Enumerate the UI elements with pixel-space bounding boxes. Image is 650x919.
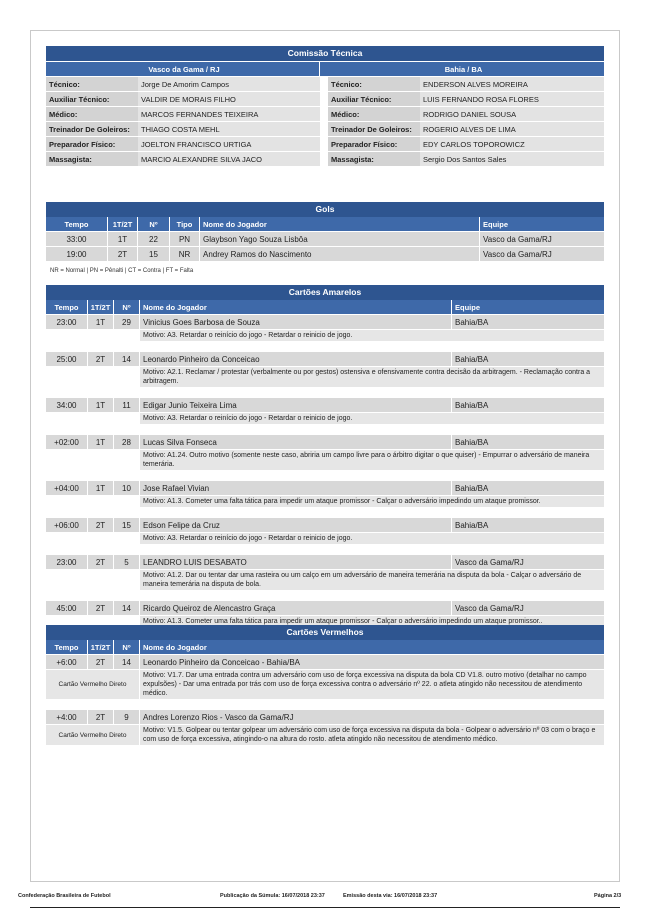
- motivo-spacer: [46, 412, 140, 424]
- motivo-spacer: [46, 495, 140, 507]
- comissao-table: [46, 61, 604, 166]
- gol-num: 22: [138, 231, 170, 246]
- gols-header-tipo: Tipo: [170, 217, 200, 231]
- footer-pagina: Página 2/3: [594, 893, 622, 899]
- vermelhos-rows: [46, 654, 604, 745]
- gol-periodo: 2T: [108, 246, 138, 261]
- home-role-label: Médico:: [46, 106, 138, 121]
- amarelo-equipe: Bahia/BA: [452, 397, 604, 412]
- gol-tempo: 19:00: [46, 246, 108, 261]
- cartao-amarelo-row: [46, 434, 604, 449]
- amarelo-tempo: 34:00: [46, 397, 88, 412]
- away-staff-name: EDY CARLOS TOPOROWICZ: [420, 136, 604, 151]
- vermelhos-header-num: Nº: [114, 640, 140, 654]
- amarelo-tempo: 45:00: [46, 600, 88, 615]
- motivo-spacer: [46, 569, 140, 590]
- gol-equipe: Vasco da Gama/RJ: [480, 231, 604, 246]
- gol-row: [46, 231, 604, 246]
- comissao-row: [46, 106, 604, 121]
- gol-tipo: NR: [170, 246, 200, 261]
- cartao-amarelo-motivo-row: [46, 449, 604, 470]
- motivo-spacer: [46, 449, 140, 470]
- gols-header-tempo: Tempo: [46, 217, 108, 231]
- away-role-label: Preparador Físico:: [328, 136, 420, 151]
- home-role-label: Técnico:: [46, 76, 138, 91]
- amarelo-motivo: Motivo: A1.3. Cometer uma falta tática para impedir um ataque promissor - Calçar o adversário impedindo um ataque promissor..: [140, 615, 604, 627]
- gol-periodo: 1T: [108, 231, 138, 246]
- amarelo-periodo: 1T: [88, 480, 114, 495]
- away-staff-name: Sergio Dos Santos Sales: [420, 151, 604, 166]
- home-staff-name: MARCOS FERNANDES TEIXEIRA: [138, 106, 320, 121]
- footer-org: Confederação Brasileira de Futebol: [18, 893, 111, 899]
- cartoes-amarelos-section: [46, 285, 604, 627]
- amarelo-tempo: 25:00: [46, 351, 88, 366]
- amarelo-tempo: +02:00: [46, 434, 88, 449]
- amarelo-num: 14: [114, 600, 140, 615]
- amarelo-periodo: 1T: [88, 397, 114, 412]
- footer-publicacao: Publicação da Súmula: 16/07/2018 23:37: [220, 893, 325, 899]
- vermelho-num: 14: [114, 654, 140, 669]
- amarelo-equipe: Bahia/BA: [452, 434, 604, 449]
- vermelhos-title: Cartões Vermelhos: [46, 625, 604, 640]
- amarelo-jogador: Edson Felipe da Cruz: [140, 517, 452, 532]
- home-role-label: Treinador De Goleiros:: [46, 121, 138, 136]
- vermelhos-header-tempo: Tempo: [46, 640, 88, 654]
- gols-table: [46, 217, 604, 261]
- cartao-amarelo-row: [46, 314, 604, 329]
- vermelho-periodo: 2T: [88, 709, 114, 724]
- amarelo-jogador: Edigar Junio Teixeira Lima: [140, 397, 452, 412]
- gols-header-num: Nº: [138, 217, 170, 231]
- vermelho-jogador: Leonardo Pinheiro da Conceicao - Bahia/BA: [140, 654, 604, 669]
- cartao-vermelho-row: [46, 709, 604, 724]
- vermelhos-table: [46, 640, 604, 745]
- amarelo-motivo: Motivo: A1.2. Dar ou tentar dar uma rasteira ou um calço em um adversário de maneira temerária na disputa da bola - Calçar o adversário de maneira temerária na disputa de bola.: [140, 569, 604, 590]
- amarelo-equipe: Bahia/BA: [452, 480, 604, 495]
- away-team-header: Bahia / BA: [320, 61, 604, 76]
- cartao-amarelo-row: [46, 480, 604, 495]
- gol-equipe: Vasco da Gama/RJ: [480, 246, 604, 261]
- home-staff-name: JOELTON FRANCISCO URTIGA: [138, 136, 320, 151]
- vermelho-tipo: Cartão Vermelho Direto: [46, 724, 140, 745]
- home-staff-name: MARCIO ALEXANDRE SILVA JACO: [138, 151, 320, 166]
- column-spacer: [320, 121, 328, 136]
- motivo-spacer: [46, 366, 140, 387]
- amarelo-jogador: Jose Rafael Vivian: [140, 480, 452, 495]
- comissao-tecnica-section: [46, 46, 604, 166]
- away-role-label: Massagista:: [328, 151, 420, 166]
- home-staff-name: THIAGO COSTA MEHL: [138, 121, 320, 136]
- footer-divider: [30, 907, 620, 908]
- gols-section: [46, 202, 604, 261]
- amarelo-tempo: 23:00: [46, 554, 88, 569]
- amarelo-tempo: +04:00: [46, 480, 88, 495]
- amarelo-equipe: Bahia/BA: [452, 517, 604, 532]
- amarelo-tempo: +06:00: [46, 517, 88, 532]
- comissao-row: [46, 76, 604, 91]
- amarelos-title: Cartões Amarelos: [46, 285, 604, 300]
- comissao-rows: [46, 76, 604, 166]
- away-role-label: Auxiliar Técnico:: [328, 91, 420, 106]
- vermelho-tempo: +6:00: [46, 654, 88, 669]
- gols-header-jogador: Nome do Jogador: [200, 217, 480, 231]
- column-spacer: [320, 151, 328, 166]
- amarelos-header-equipe: Equipe: [452, 300, 604, 314]
- footer-emissao: Emissão desta via: 16/07/2018 23:37: [343, 893, 438, 899]
- gol-row: [46, 246, 604, 261]
- vermelho-tipo: Cartão Vermelho Direto: [46, 669, 140, 699]
- cartao-amarelo-row: [46, 600, 604, 615]
- home-role-label: Preparador Físico:: [46, 136, 138, 151]
- amarelos-header-jogador: Nome do Jogador: [140, 300, 452, 314]
- amarelo-motivo: Motivo: A1.3. Cometer uma falta tática para impedir um ataque promissor - Calçar o adversário impedindo um ataque promissor.: [140, 495, 604, 507]
- gol-tipo: PN: [170, 231, 200, 246]
- amarelo-motivo: Motivo: A3. Retardar o reinício do jogo - Retardar o reinicio de jogo.: [140, 412, 604, 424]
- gols-header-periodo: 1T/2T: [108, 217, 138, 231]
- amarelo-num: 5: [114, 554, 140, 569]
- gols-title: Gols: [46, 202, 604, 217]
- cartao-amarelo-motivo-row: [46, 366, 604, 387]
- cartao-amarelo-row: [46, 397, 604, 412]
- amarelos-table: [46, 300, 604, 627]
- gols-header-equipe: Equipe: [480, 217, 604, 231]
- column-spacer: [320, 136, 328, 151]
- cartao-amarelo-motivo-row: [46, 329, 604, 341]
- motivo-spacer: [46, 329, 140, 341]
- comissao-row: [46, 136, 604, 151]
- amarelo-periodo: 2T: [88, 600, 114, 615]
- motivo-spacer: [46, 532, 140, 544]
- vermelhos-header-periodo: 1T/2T: [88, 640, 114, 654]
- gol-jogador: Andrey Ramos do Nascimento: [200, 246, 480, 261]
- home-staff-name: VALDIR DE MORAIS FILHO: [138, 91, 320, 106]
- amarelo-periodo: 2T: [88, 351, 114, 366]
- cartoes-vermelhos-section: [46, 625, 604, 745]
- cartao-vermelho-motivo-row: [46, 669, 604, 699]
- amarelo-periodo: 2T: [88, 554, 114, 569]
- amarelos-header-num: Nº: [114, 300, 140, 314]
- amarelo-num: 11: [114, 397, 140, 412]
- away-staff-name: LUIS FERNANDO ROSA FLORES: [420, 91, 604, 106]
- away-role-label: Técnico:: [328, 76, 420, 91]
- vermelho-periodo: 2T: [88, 654, 114, 669]
- amarelo-jogador: Leonardo Pinheiro da Conceicao: [140, 351, 452, 366]
- amarelo-equipe: Vasco da Gama/RJ: [452, 600, 604, 615]
- gol-num: 15: [138, 246, 170, 261]
- column-spacer: [320, 91, 328, 106]
- cartao-amarelo-motivo-row: [46, 532, 604, 544]
- vermelhos-header-jogador: Nome do Jogador: [140, 640, 604, 654]
- amarelos-header-periodo: 1T/2T: [88, 300, 114, 314]
- gol-jogador: Glaybson Yago Souza Lisbôa: [200, 231, 480, 246]
- amarelo-num: 15: [114, 517, 140, 532]
- amarelo-jogador: Ricardo Queiroz de Alencastro Graça: [140, 600, 452, 615]
- comissao-title: Comissão Técnica: [46, 46, 604, 61]
- amarelo-motivo: Motivo: A3. Retardar o reinício do jogo - Retardar o reinicio de jogo.: [140, 532, 604, 544]
- home-staff-name: Jorge De Amorim Campos: [138, 76, 320, 91]
- away-role-label: Treinador De Goleiros:: [328, 121, 420, 136]
- comissao-row: [46, 121, 604, 136]
- amarelo-equipe: Bahia/BA: [452, 314, 604, 329]
- vermelho-motivo: Motivo: V1.5. Golpear ou tentar golpear um adversário com uso de força excessiva na disputa da bola - Golpear o adversário nº 03 com o braço e com uso de força excessiva, atingindo-o na altura do rosto. atleta atingido não necessitou de atendimento médico.: [140, 724, 604, 745]
- cartao-amarelo-motivo-row: [46, 495, 604, 507]
- amarelo-jogador: Vinicius Goes Barbosa de Souza: [140, 314, 452, 329]
- column-spacer: [320, 76, 328, 91]
- comissao-row: [46, 91, 604, 106]
- amarelo-periodo: 1T: [88, 434, 114, 449]
- amarelo-equipe: Vasco da Gama/RJ: [452, 554, 604, 569]
- vermelho-jogador: Andres Lorenzo Rios - Vasco da Gama/RJ: [140, 709, 604, 724]
- away-staff-name: ENDERSON ALVES MOREIRA: [420, 76, 604, 91]
- cartao-amarelo-row: [46, 351, 604, 366]
- comissao-row: [46, 151, 604, 166]
- amarelo-num: 14: [114, 351, 140, 366]
- cartao-vermelho-row: [46, 654, 604, 669]
- amarelos-rows: [46, 314, 604, 627]
- amarelos-header-tempo: Tempo: [46, 300, 88, 314]
- home-role-label: Massagista:: [46, 151, 138, 166]
- amarelo-num: 29: [114, 314, 140, 329]
- home-role-label: Auxiliar Técnico:: [46, 91, 138, 106]
- vermelho-tempo: +4:00: [46, 709, 88, 724]
- cartao-amarelo-row: [46, 517, 604, 532]
- gol-tempo: 33:00: [46, 231, 108, 246]
- amarelo-jogador: LEANDRO LUIS DESABATO: [140, 554, 452, 569]
- gols-rows: [46, 231, 604, 261]
- home-team-header: Vasco da Gama / RJ: [46, 61, 320, 76]
- amarelo-jogador: Lucas Silva Fonseca: [140, 434, 452, 449]
- amarelo-motivo: Motivo: A1.24. Outro motivo (somente neste caso, abriria um campo livre para o árbitro digitar o que quiser) - Empurrar o adversário de maneira temerária.: [140, 449, 604, 470]
- amarelo-num: 10: [114, 480, 140, 495]
- away-staff-name: ROGERIO ALVES DE LIMA: [420, 121, 604, 136]
- away-role-label: Médico:: [328, 106, 420, 121]
- vermelho-motivo: Motivo: V1.7. Dar uma entrada contra um adversário com uso de força excessiva na disputa da bola CD V1.8. outro motivo (detalhar no campo expulsões) - Dar uma entrada por trás com uso de força excessiva contra o adversário nº 22. o atleta atingido não necessitou de atendimento médico.: [140, 669, 604, 699]
- cartao-vermelho-motivo-row: [46, 724, 604, 745]
- amarelo-num: 28: [114, 434, 140, 449]
- amarelo-tempo: 23:00: [46, 314, 88, 329]
- cartao-amarelo-row: [46, 554, 604, 569]
- column-spacer: [320, 106, 328, 121]
- away-staff-name: RODRIGO DANIEL SOUSA: [420, 106, 604, 121]
- amarelo-periodo: 2T: [88, 517, 114, 532]
- amarelo-periodo: 1T: [88, 314, 114, 329]
- gols-legend: NR = Normal | PN = Pênalti | CT = Contra | FT = Falta: [50, 268, 194, 274]
- amarelo-equipe: Bahia/BA: [452, 351, 604, 366]
- vermelho-num: 9: [114, 709, 140, 724]
- cartao-amarelo-motivo-row: [46, 569, 604, 590]
- amarelo-motivo: Motivo: A2.1. Reclamar / protestar (verbalmente ou por gestos) ostensiva e ofensivamente contra decisão da arbitragem. - Reclamação contra a arbitragem.: [140, 366, 604, 387]
- cartao-amarelo-motivo-row: [46, 412, 604, 424]
- amarelo-motivo: Motivo: A3. Retardar o reinício do jogo - Retardar o reinicio de jogo.: [140, 329, 604, 341]
